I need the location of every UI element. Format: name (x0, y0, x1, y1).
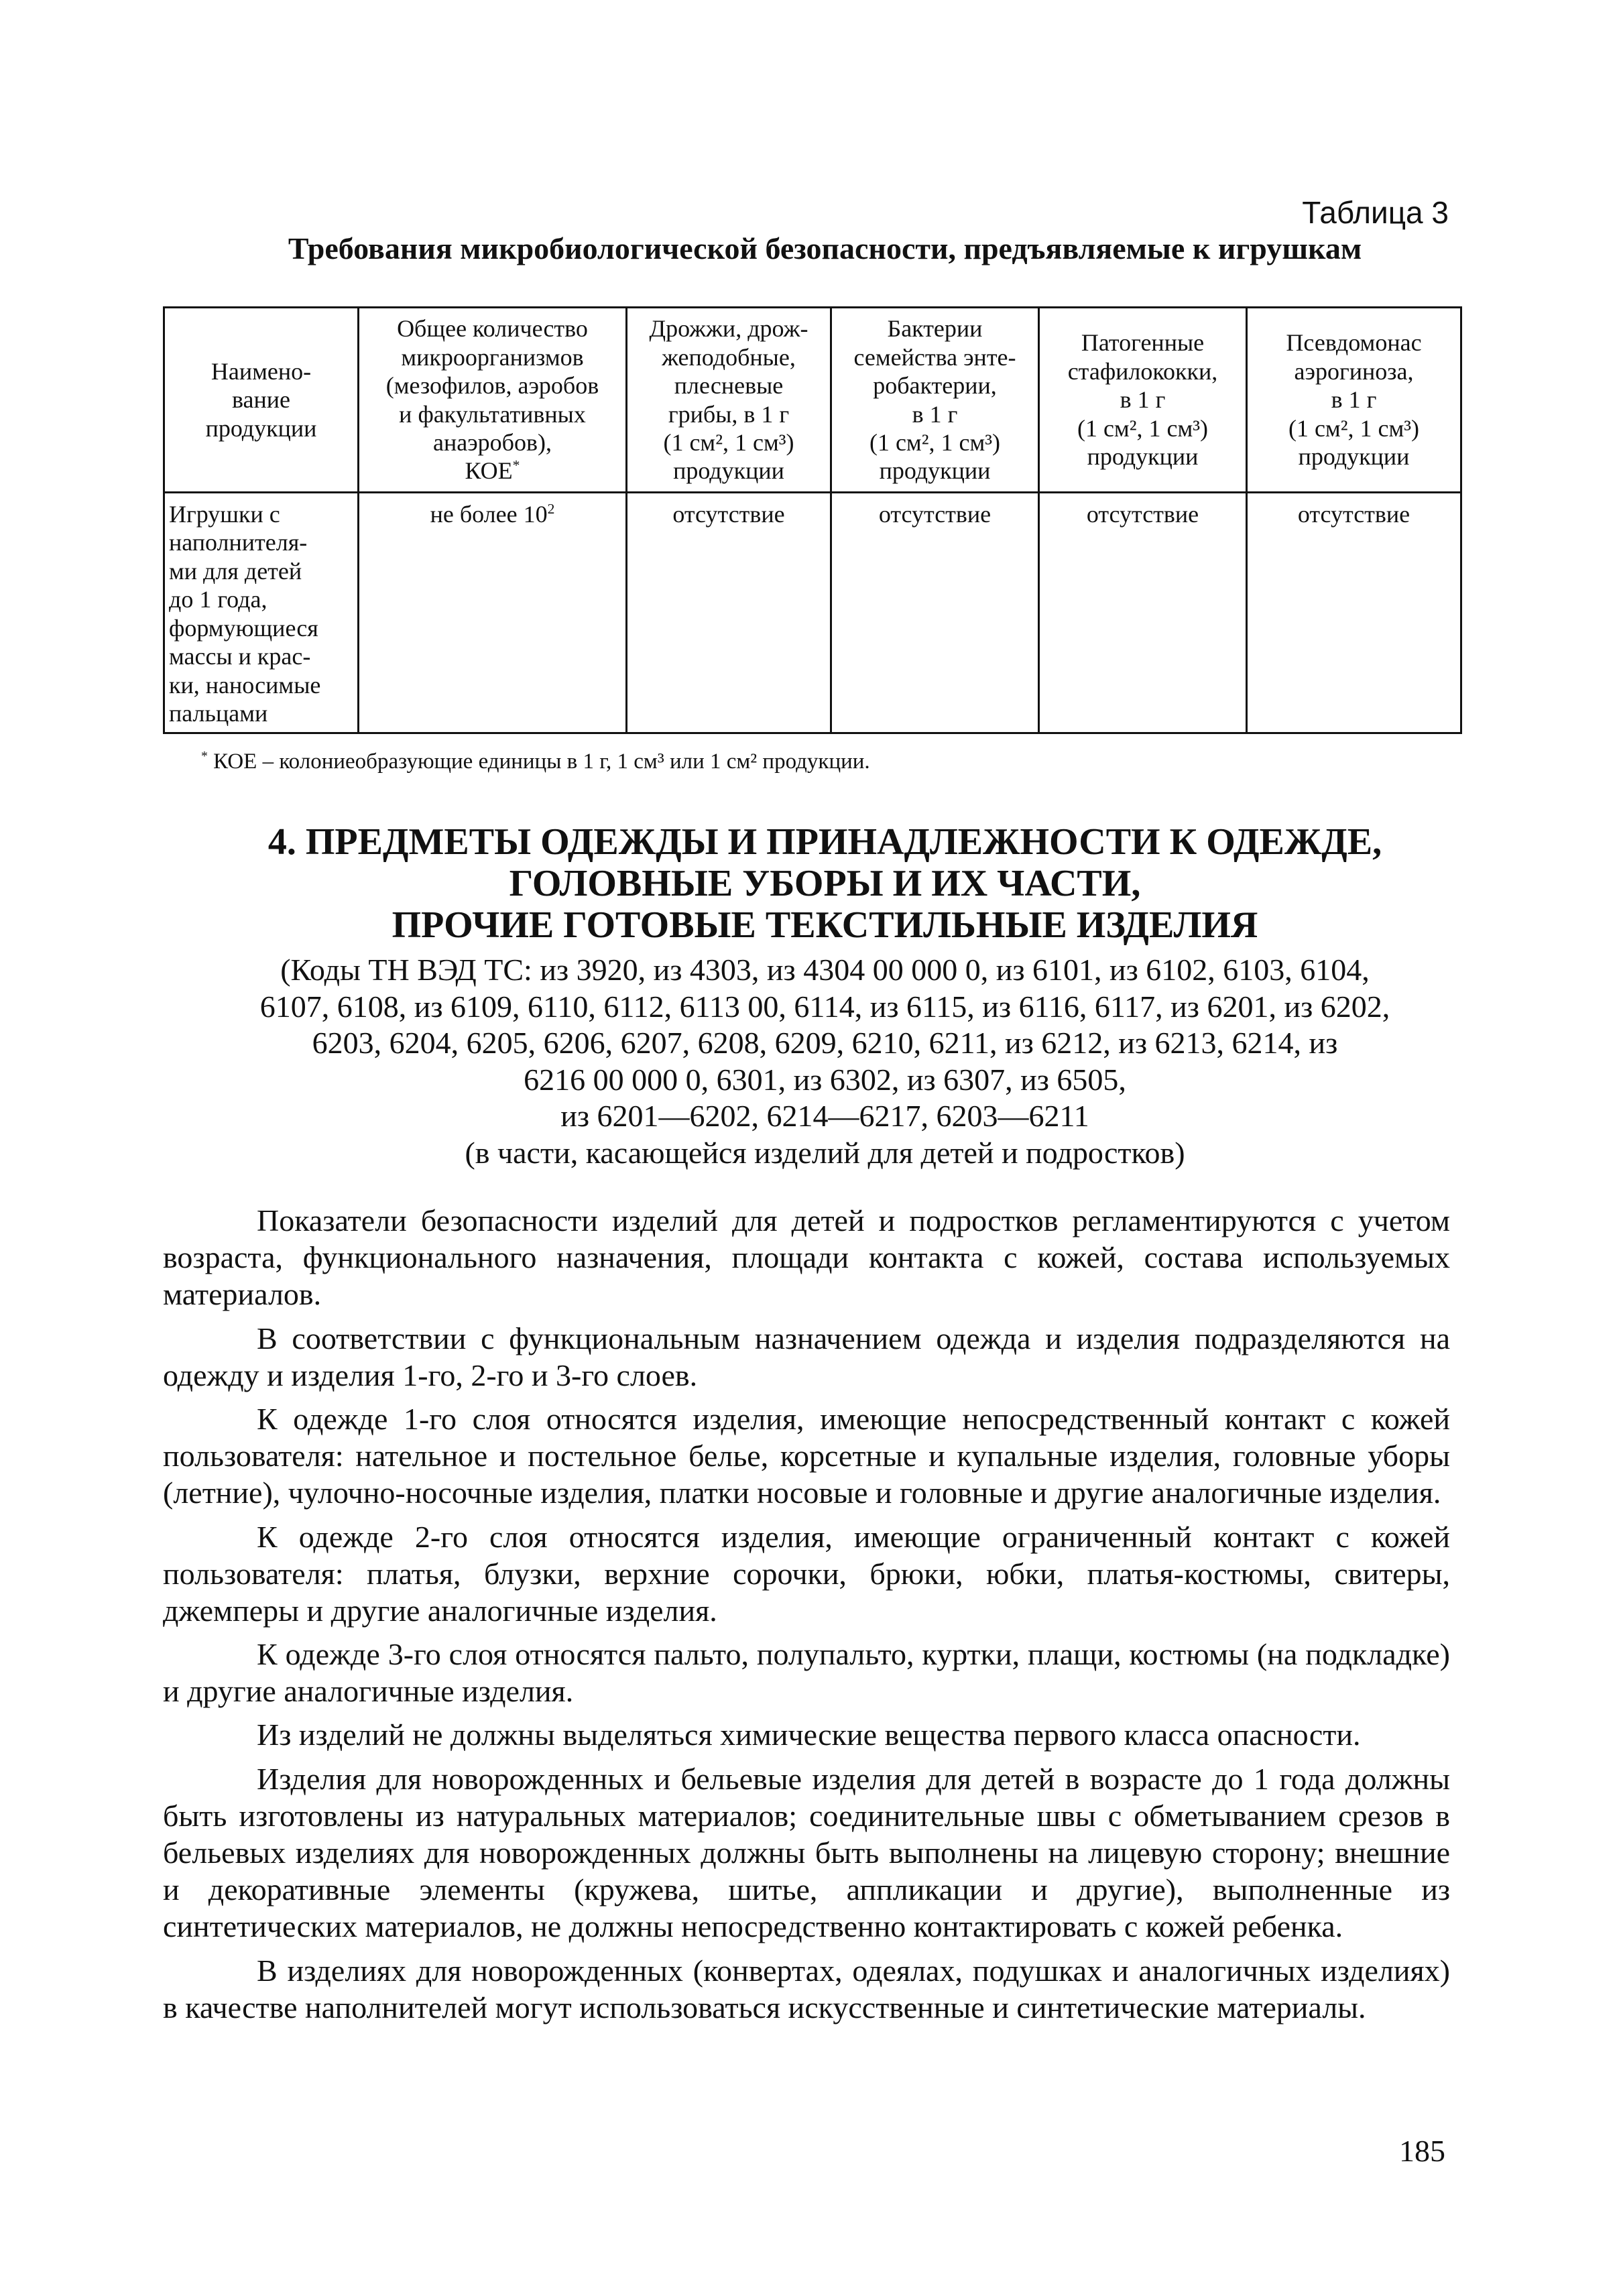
section-title: 4. ПРЕДМЕТЫ ОДЕЖДЫ И ПРИНАДЛЕЖНОСТИ К ОДЕЖДЕ, ГОЛОВНЫЕ УБОРЫ И ИХ ЧАСТИ, ПРОЧИЕ ГОТОВЫЕ ТЕКСТИЛЬНЫЕ ИЗДЕЛИЯ (267, 821, 1382, 947)
table-row (164, 493, 1461, 733)
header-enterobacteria: Бактерии семейства энте- робактерии, в 1 г (1 см², 1 см³) продукции (831, 308, 1039, 493)
cell-product: Игрушки с наполнителя- ми для детей до 1 года, формующиеся массы и крас- ки, наносимые пальцами (164, 493, 359, 733)
header-product: Наимено- вание продукции (164, 308, 359, 493)
cell-staphylococci: отсутствие (1039, 493, 1247, 733)
paragraph: В соответствии с функциональным назначением одежда и изделия подразделяются на одежду и изделия 1-го, 2-го и 3-го слоев. (163, 1321, 1450, 1392)
header-staphylococci: Патогенные стафилококки, в 1 г (1 см², 1 см³) продукции (1039, 308, 1247, 493)
body-text (163, 1202, 1450, 2033)
table-header-row (164, 308, 1461, 493)
paragraph: Изделия для новорожденных и бельевые изделия для детей в возрасте до 1 года должны быть изготовлены из натуральных материалов; соединительные швы с обметыванием срезов в бельевых изделиях для новорожденных должны быть выполнены на лицевую сторону; внешние и декоративные элементы (кружева, шитье, аппликации и другие), выполненные из синтетических материалов, не должны непосредственно контактировать с кожей ребенка. (163, 1761, 1450, 1944)
paragraph: К одежде 2-го слоя относятся изделия, имеющие ограниченный контакт с кожей пользователя: платья, блузки, верхние сорочки, брюки, юбки, платья-костюмы, свитеры, джемперы и другие аналогичные изделия. (163, 1519, 1450, 1628)
cell-yeasts: отсутствие (627, 493, 831, 733)
header-total-microorganisms: Общее количество микроорганизмов (мезофилов, аэробов и факультативных анаэробов), КОЕ* (359, 308, 627, 493)
header-yeasts: Дрожжи, дрож- жеподобные, плесневые грибы, в 1 г (1 см², 1 см³) продукции (627, 308, 831, 493)
customs-codes: (Коды ТН ВЭД ТС: из 3920, из 4303, из 4304 00 000 0, из 6101, из 6102, 6103, 6104, 6107, 6108, из 6109, 6110, 6112, 6113 00, 6114, из 6115, из 6116, 6117, из 6201, из 6202, 6203, 6204, 6205, 6206, 6207, 6208, 6209, 6210, 6211, из 6212, из 6213, 6214, из 6216 00 000 0, 6301, из 6302, из 6307, из 6505, из 6201—6202, 6214—6217, 6203—6211 (в части, касающейся изделий для детей и подростков) (259, 953, 1390, 1170)
header-pseudomonas: Псевдомонас аэрогиноза, в 1 г (1 см², 1 см³) продукции (1247, 308, 1461, 493)
cell-pseudomonas: отсутствие (1247, 493, 1461, 733)
requirements-table (163, 306, 1462, 734)
paragraph: В изделиях для новорожденных (конвертах, одеялах, подушках и аналогичных изделиях) в качестве наполнителей могут использоваться искусственные и синтетические материалы. (163, 1953, 1450, 2025)
paragraph: Показатели безопасности изделий для детей и подростков регламентируются с учетом возраста, функционального назначения, площади контакта с кожей, состава используемых материалов. (163, 1203, 1450, 1312)
paragraph: К одежде 3-го слоя относятся пальто, полупальто, куртки, плащи, костюмы (на подкладке) и другие аналогичные изделия. (163, 1637, 1450, 1709)
cell-enterobacteria: отсутствие (831, 493, 1039, 733)
table-title: Требования микробиологической безопасности, предъявляемые к игрушкам (288, 231, 1362, 265)
paragraph: Из изделий не должны выделяться химические вещества первого класса опасности. (257, 1717, 1361, 1752)
cell-total-microorganisms: не более $10^2$ (359, 493, 627, 733)
page-number: 185 (1399, 2134, 1445, 2168)
table-footnote: * КОЕ – колониеобразующие единицы в 1 г, 1 см³ или 1 см² продукции. (201, 749, 870, 774)
paragraph: К одежде 1-го слоя относятся изделия, имеющие непосредственный контакт с кожей пользователя: нательное и постельное белье, корсетные и купальные изделия, головные уборы (летние), чулочно-носочные изделия, платки носовые и головные и другие аналогичные изделия. (163, 1401, 1450, 1510)
table-caption: Таблица 3 (1302, 195, 1449, 230)
